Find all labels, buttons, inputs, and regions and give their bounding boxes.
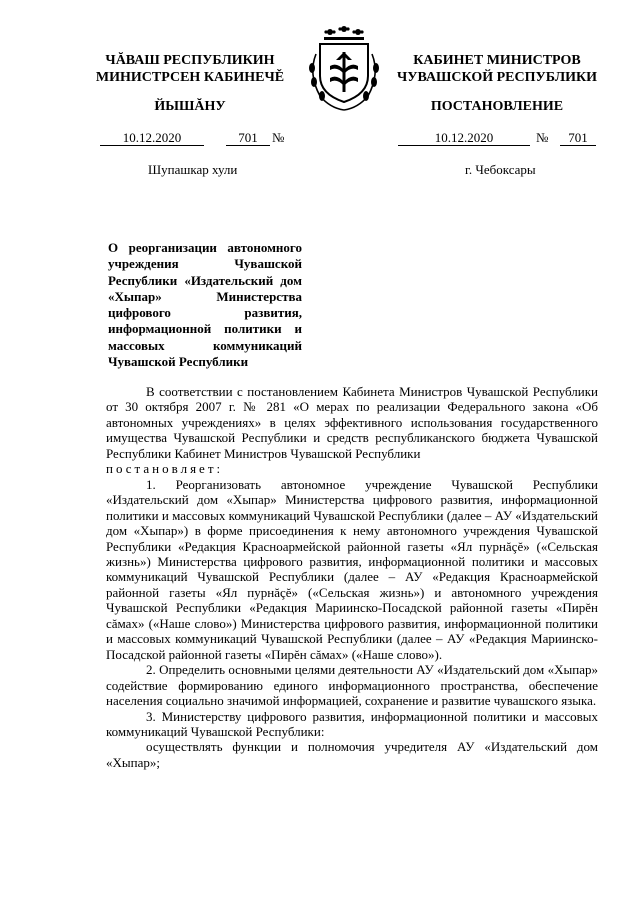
header-left <box>70 52 310 86</box>
document-title: О реорганизации автономного учреждения Чувашской Республики «Издательский дом «Хыпар» Министерства цифрового развития, информационной политики и массовых коммуникаций Чувашской Республики <box>108 240 302 370</box>
preamble-paragraph: В соответствии с постановлением Кабинета Министров Чувашской Республики от 30 октября 2007 г. № 281 «О мерах по реализации Федерального закона «Об автономных учреждениях» в целях эффективного использования государственного имущества Чувашской Республики и средств республиканского бюджета Чувашской Республики Кабинет Министров Чувашской Республики <box>106 384 598 461</box>
number-right: 701 <box>560 131 596 146</box>
chuvash-emblem-icon <box>300 24 388 114</box>
document-body <box>106 384 598 770</box>
doc-type-left: ЙЫШĂНУ <box>154 99 226 114</box>
numbering-left <box>0 131 320 147</box>
paragraph-4: осуществлять функции и полномочия учредителя АУ «Издательский дом «Хыпар»; <box>106 739 598 770</box>
date-right: 10.12.2020 <box>398 131 530 146</box>
resolves-keyword: постановляет: <box>106 461 224 477</box>
place-right: г. Чебоксары <box>465 162 536 177</box>
paragraph-1: 1. Реорганизовать автономное учреждение Чувашской Республики «Издательский дом «Хыпар» Министерства цифрового развития, информационной политики и массовых коммуникаций Чувашской Республики (далее – АУ «Издательский дом «Хыпар») в форме присоединения к нему автономного учреждения Чувашской Республики «Редакция Красноармейской районной газеты «Ял пурнăçĕ» («Сельская жизнь») Министерства цифрового развития, информационной политики и массовых коммуникаций Чувашской Республики (далее – АУ «Редакция Красноармейской районной газеты «Ял пурнăçĕ» («Сельская жизнь») и автономного учреждения Чувашской Республики «Редакция Мариинско-Посадской районной газеты «Пирĕн сăмах» («Наше слово») Министерства цифрового развития, информационной политики и массовых коммуникаций Чувашской Республики (далее – АУ «Редакция Мариинско-Посадской районной газеты «Пирĕн сăмах» («Наше слово»). <box>106 476 599 662</box>
numbering-right <box>320 131 640 147</box>
paragraph-2: 2. Определить основными целями деятельности АУ «Издательский дом «Хыпар» содействие формированию единого информационного пространства, обеспечение населения социально значимой информацией, сохранение и развитие чувашского языка. <box>106 662 598 709</box>
number-sign-left: № <box>272 130 285 145</box>
header-left-line2: МИНИСТРСЕН КАБИНЕЧĚ <box>95 70 285 85</box>
header-right-line2: ЧУВАШСКОЙ РЕСПУБЛИКИ <box>396 70 598 85</box>
place-left: Шупашкар хули <box>148 162 238 177</box>
number-sign-right: № <box>536 130 549 145</box>
header-right <box>388 52 606 86</box>
header-right-line1: КАБИНЕТ МИНИСТРОВ <box>413 53 581 68</box>
date-left: 10.12.2020 <box>100 131 204 146</box>
header-left-line1: ЧĂВАШ РЕСПУБЛИКИН <box>105 53 275 68</box>
paragraph-3: 3. Министерству цифрового развития, информационной политики и массовых коммуникаций Чувашской Республики: <box>106 708 598 739</box>
doc-type-right: ПОСТАНОВЛЕНИЕ <box>430 99 564 114</box>
number-left: 701 <box>226 131 270 146</box>
